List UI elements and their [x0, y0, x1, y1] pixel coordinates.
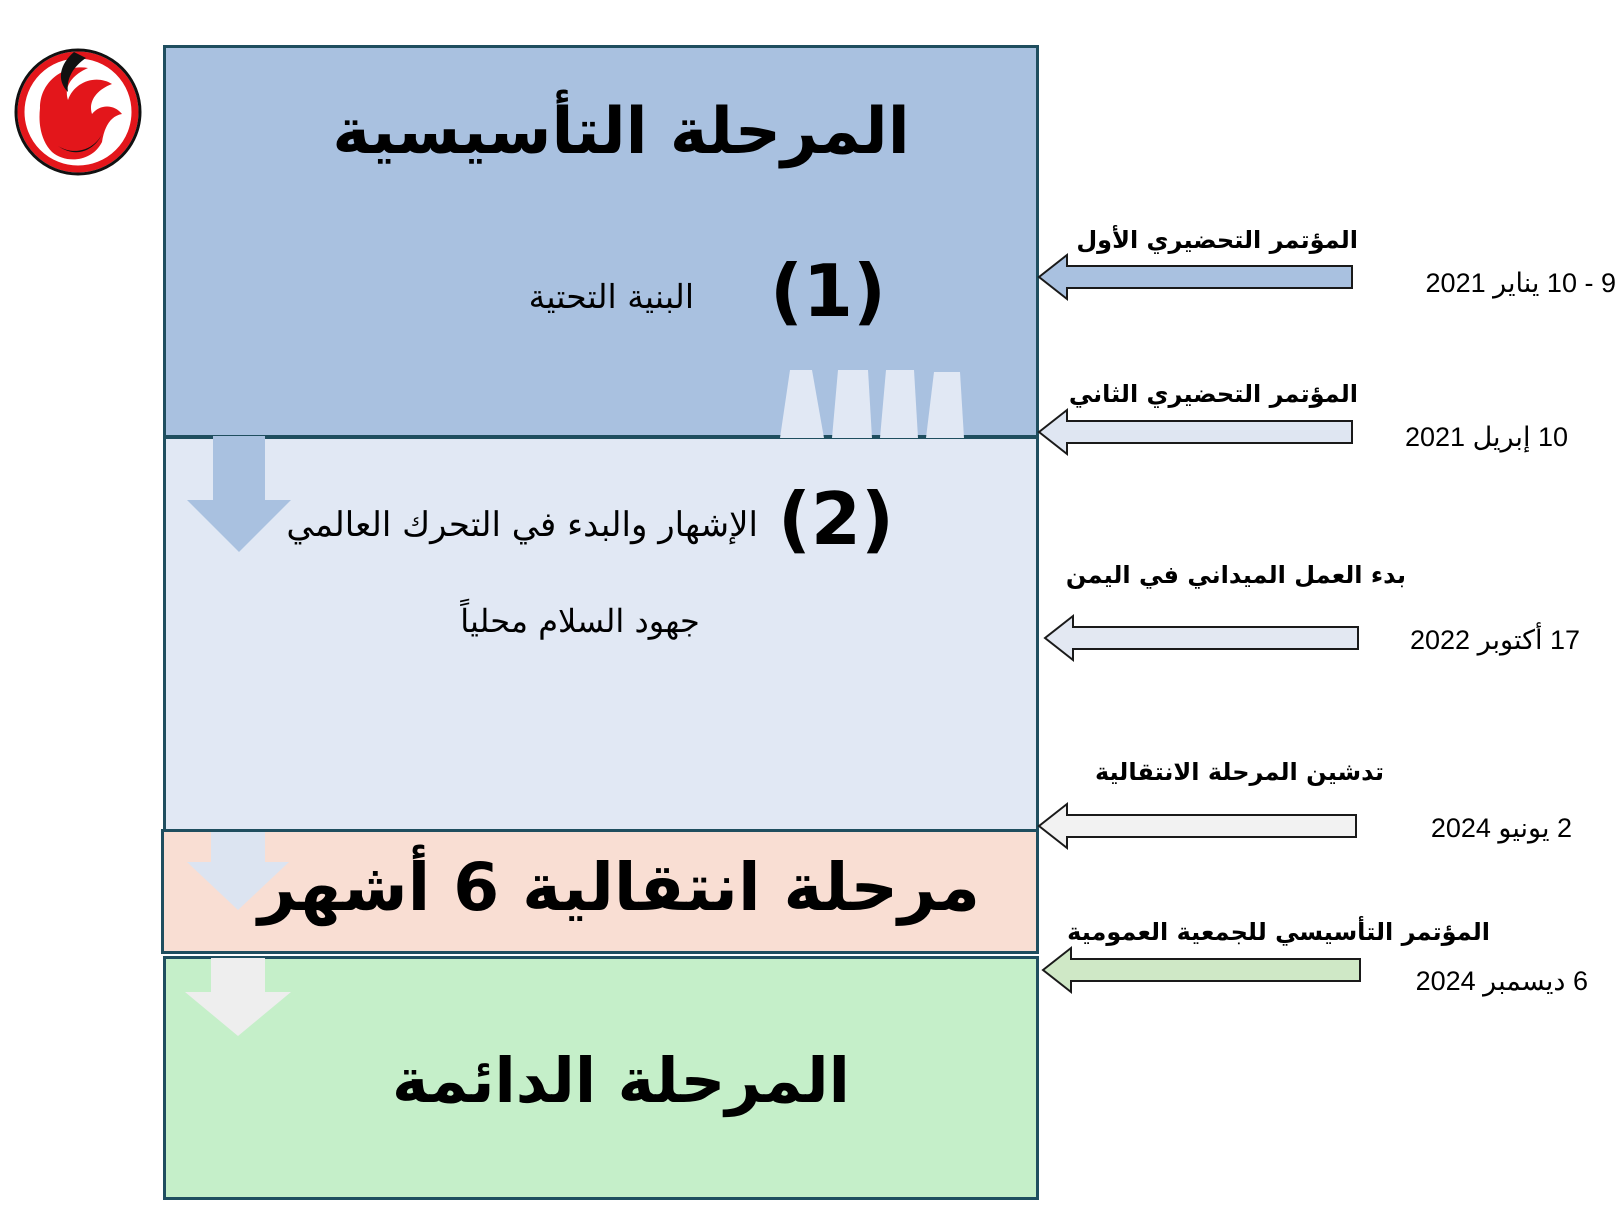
event-arrow-4 [1039, 804, 1356, 848]
event-date-2: 10 إبريل 2021 [1404, 422, 1568, 452]
event-label-2: المؤتمر التحضيري الثاني [1068, 380, 1358, 408]
phase-permanent-title: المرحلة الدائمة [392, 1044, 850, 1117]
event-label-3: بدء العمل الميداني في اليمن [1065, 561, 1406, 589]
event-arrow-2 [1039, 410, 1352, 454]
phase-transition-title: مرحلة انتقالية 6 أشهر [258, 849, 980, 926]
phase-foundation-title: المرحلة التأسيسية [332, 95, 910, 169]
step-text-1: البنية التحتية [528, 277, 694, 316]
event-date-4: 2 يونيو 2024 [1430, 813, 1572, 843]
step-number-1: (1) [770, 249, 886, 333]
event-label-4: تدشين المرحلة الانتقالية [1094, 758, 1384, 786]
event-arrow-5 [1043, 948, 1360, 992]
event-date-5: 6 ديسمبر 2024 [1415, 966, 1588, 996]
step-number-2: (2) [778, 477, 894, 561]
event-date-1: 9 - 10 يناير 2021 [1425, 268, 1616, 298]
step-subtext-2: جهود السلام محلياً [460, 602, 700, 640]
event-arrow-1 [1039, 255, 1352, 299]
step-text-2: الإشهار والبدء في التحرك العالمي [286, 505, 758, 545]
event-date-3: 17 أكتوبر 2022 [1410, 625, 1580, 655]
event-label-5: المؤتمر التأسيسي للجمعية العمومية [1067, 918, 1490, 946]
event-arrow-3 [1045, 616, 1358, 660]
event-label-1: المؤتمر التحضيري الأول [1076, 226, 1358, 254]
